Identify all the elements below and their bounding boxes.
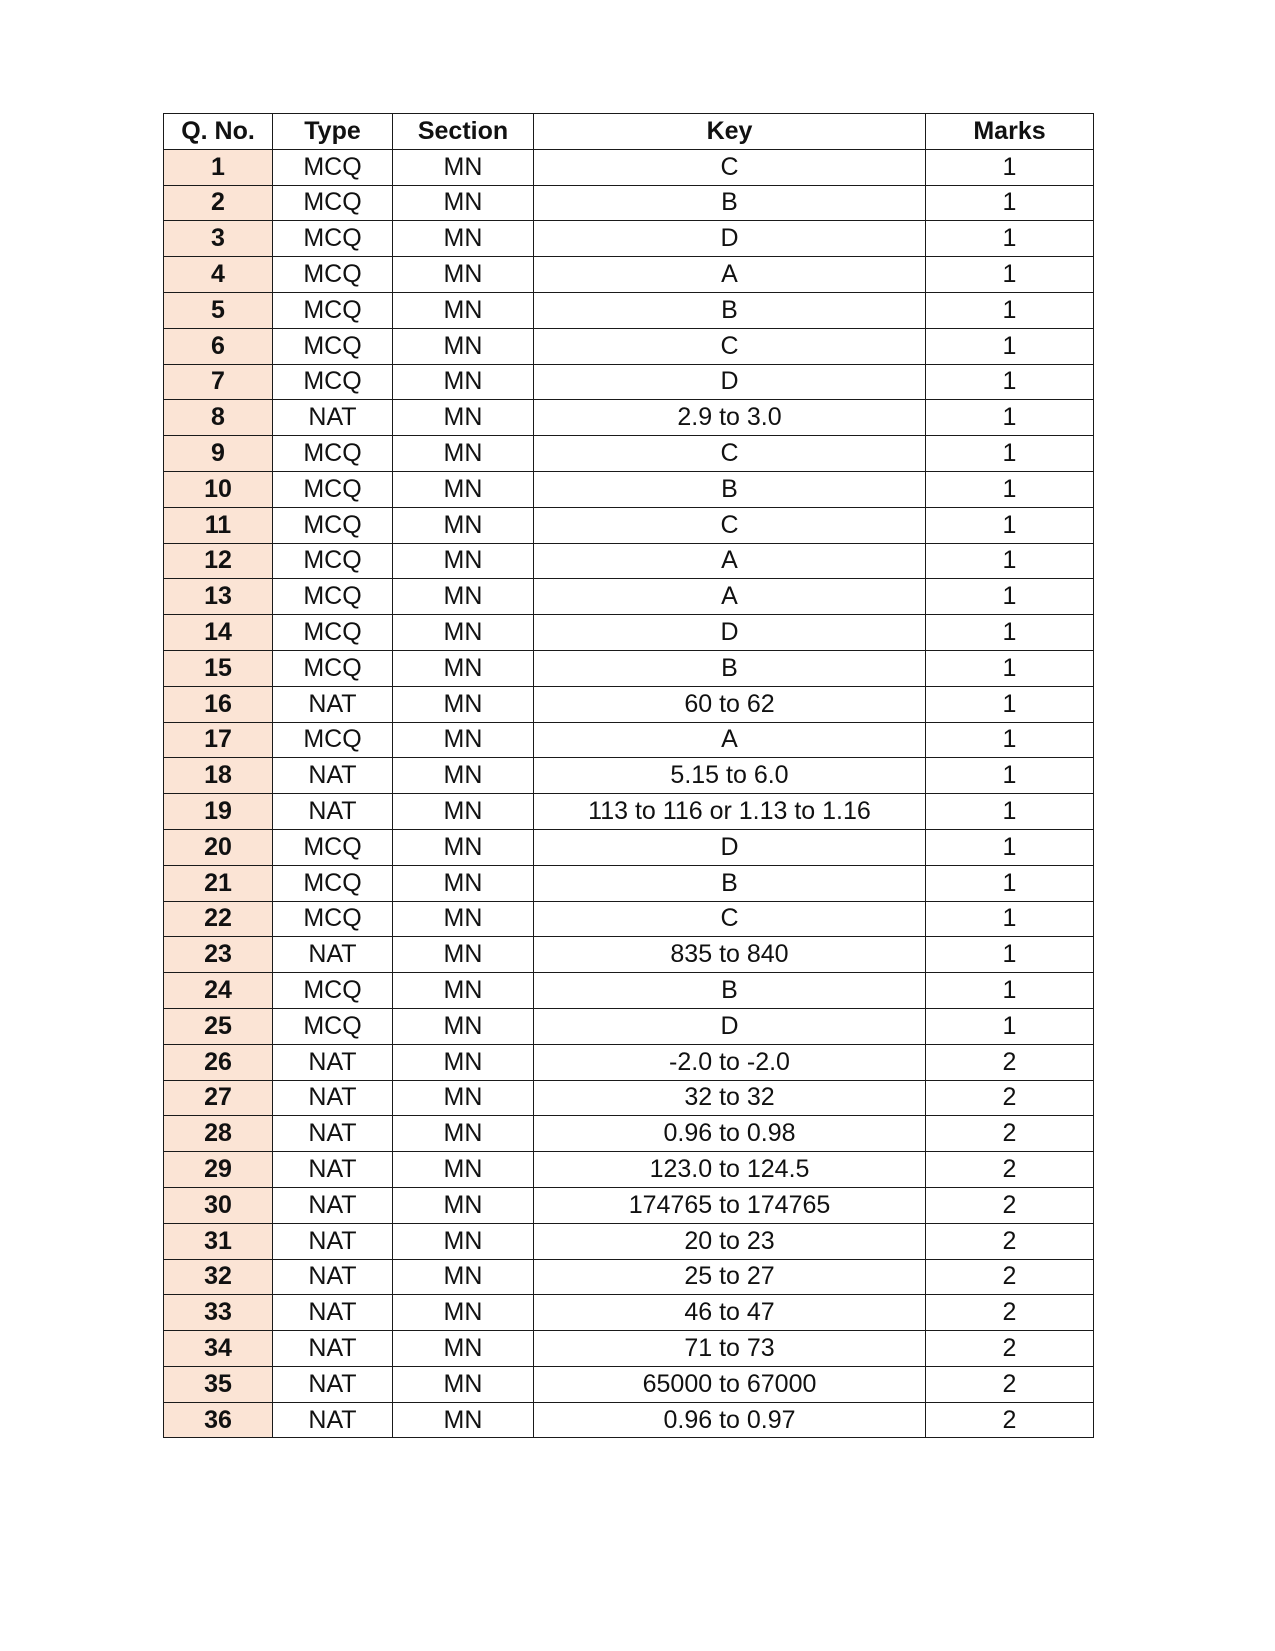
cell-type: NAT bbox=[273, 1187, 393, 1223]
cell-key: 25 to 27 bbox=[534, 1259, 926, 1295]
cell-qno: 2 bbox=[164, 185, 273, 221]
cell-type: NAT bbox=[273, 1152, 393, 1188]
cell-qno: 22 bbox=[164, 901, 273, 937]
cell-marks: 1 bbox=[926, 471, 1094, 507]
cell-marks: 2 bbox=[926, 1044, 1094, 1080]
cell-key: A bbox=[534, 722, 926, 758]
cell-type: NAT bbox=[273, 1402, 393, 1438]
cell-section: MN bbox=[393, 1331, 534, 1367]
cell-key: C bbox=[534, 901, 926, 937]
cell-key: C bbox=[534, 328, 926, 364]
cell-type: NAT bbox=[273, 1080, 393, 1116]
cell-marks: 1 bbox=[926, 973, 1094, 1009]
table-row bbox=[164, 1259, 1094, 1295]
cell-section: MN bbox=[393, 1259, 534, 1295]
cell-qno: 12 bbox=[164, 543, 273, 579]
cell-section: MN bbox=[393, 829, 534, 865]
cell-marks: 2 bbox=[926, 1116, 1094, 1152]
cell-marks: 1 bbox=[926, 937, 1094, 973]
table-row bbox=[164, 221, 1094, 257]
cell-section: MN bbox=[393, 615, 534, 651]
cell-qno: 18 bbox=[164, 758, 273, 794]
table-header bbox=[164, 114, 1094, 150]
cell-marks: 1 bbox=[926, 722, 1094, 758]
cell-section: MN bbox=[393, 865, 534, 901]
cell-type: MCQ bbox=[273, 292, 393, 328]
cell-key: B bbox=[534, 471, 926, 507]
cell-type: NAT bbox=[273, 1044, 393, 1080]
cell-section: MN bbox=[393, 471, 534, 507]
cell-qno: 23 bbox=[164, 937, 273, 973]
cell-section: MN bbox=[393, 507, 534, 543]
table-row bbox=[164, 865, 1094, 901]
cell-key: 2.9 to 3.0 bbox=[534, 400, 926, 436]
cell-type: MCQ bbox=[273, 901, 393, 937]
cell-qno: 11 bbox=[164, 507, 273, 543]
cell-key: A bbox=[534, 579, 926, 615]
cell-qno: 20 bbox=[164, 829, 273, 865]
cell-type: NAT bbox=[273, 1366, 393, 1402]
table-row bbox=[164, 650, 1094, 686]
cell-qno: 21 bbox=[164, 865, 273, 901]
cell-section: MN bbox=[393, 937, 534, 973]
cell-type: MCQ bbox=[273, 221, 393, 257]
cell-section: MN bbox=[393, 1116, 534, 1152]
table-row bbox=[164, 901, 1094, 937]
cell-key: B bbox=[534, 292, 926, 328]
table-row bbox=[164, 686, 1094, 722]
cell-type: MCQ bbox=[273, 507, 393, 543]
cell-section: MN bbox=[393, 221, 534, 257]
cell-type: NAT bbox=[273, 937, 393, 973]
cell-type: NAT bbox=[273, 400, 393, 436]
cell-key: 20 to 23 bbox=[534, 1223, 926, 1259]
cell-marks: 1 bbox=[926, 149, 1094, 185]
cell-qno: 9 bbox=[164, 436, 273, 472]
cell-qno: 25 bbox=[164, 1008, 273, 1044]
cell-key: B bbox=[534, 185, 926, 221]
table-row bbox=[164, 1295, 1094, 1331]
cell-key: 65000 to 67000 bbox=[534, 1366, 926, 1402]
cell-key: 835 to 840 bbox=[534, 937, 926, 973]
cell-section: MN bbox=[393, 901, 534, 937]
cell-type: NAT bbox=[273, 794, 393, 830]
cell-qno: 26 bbox=[164, 1044, 273, 1080]
cell-type: MCQ bbox=[273, 436, 393, 472]
cell-qno: 34 bbox=[164, 1331, 273, 1367]
cell-marks: 2 bbox=[926, 1187, 1094, 1223]
table-row bbox=[164, 328, 1094, 364]
cell-marks: 1 bbox=[926, 686, 1094, 722]
cell-marks: 1 bbox=[926, 829, 1094, 865]
cell-section: MN bbox=[393, 1295, 534, 1331]
cell-qno: 16 bbox=[164, 686, 273, 722]
cell-type: MCQ bbox=[273, 973, 393, 1009]
cell-key: A bbox=[534, 257, 926, 293]
cell-marks: 1 bbox=[926, 185, 1094, 221]
table-row bbox=[164, 615, 1094, 651]
cell-type: NAT bbox=[273, 686, 393, 722]
cell-type: NAT bbox=[273, 758, 393, 794]
cell-section: MN bbox=[393, 650, 534, 686]
table-row bbox=[164, 1152, 1094, 1188]
cell-key: 46 to 47 bbox=[534, 1295, 926, 1331]
table-row bbox=[164, 507, 1094, 543]
table-row bbox=[164, 1008, 1094, 1044]
cell-section: MN bbox=[393, 185, 534, 221]
table-row bbox=[164, 1187, 1094, 1223]
cell-marks: 1 bbox=[926, 650, 1094, 686]
cell-key: D bbox=[534, 615, 926, 651]
cell-type: NAT bbox=[273, 1223, 393, 1259]
table-row bbox=[164, 973, 1094, 1009]
table-row bbox=[164, 1223, 1094, 1259]
cell-marks: 1 bbox=[926, 758, 1094, 794]
cell-marks: 1 bbox=[926, 364, 1094, 400]
answer-key-table bbox=[163, 113, 1094, 1438]
cell-key: D bbox=[534, 1008, 926, 1044]
cell-qno: 28 bbox=[164, 1116, 273, 1152]
cell-marks: 2 bbox=[926, 1259, 1094, 1295]
cell-qno: 15 bbox=[164, 650, 273, 686]
cell-key: 123.0 to 124.5 bbox=[534, 1152, 926, 1188]
cell-key: C bbox=[534, 149, 926, 185]
cell-key: 0.96 to 0.98 bbox=[534, 1116, 926, 1152]
cell-qno: 8 bbox=[164, 400, 273, 436]
cell-key: 32 to 32 bbox=[534, 1080, 926, 1116]
cell-qno: 33 bbox=[164, 1295, 273, 1331]
cell-qno: 35 bbox=[164, 1366, 273, 1402]
cell-key: 60 to 62 bbox=[534, 686, 926, 722]
cell-section: MN bbox=[393, 722, 534, 758]
cell-type: NAT bbox=[273, 1116, 393, 1152]
cell-key: C bbox=[534, 436, 926, 472]
cell-qno: 13 bbox=[164, 579, 273, 615]
cell-type: MCQ bbox=[273, 149, 393, 185]
table-row bbox=[164, 1116, 1094, 1152]
cell-key: D bbox=[534, 221, 926, 257]
table-row bbox=[164, 1080, 1094, 1116]
cell-qno: 30 bbox=[164, 1187, 273, 1223]
cell-section: MN bbox=[393, 257, 534, 293]
cell-section: MN bbox=[393, 1223, 534, 1259]
cell-qno: 3 bbox=[164, 221, 273, 257]
cell-qno: 36 bbox=[164, 1402, 273, 1438]
cell-section: MN bbox=[393, 1008, 534, 1044]
table-row bbox=[164, 1331, 1094, 1367]
cell-key: A bbox=[534, 543, 926, 579]
table-row bbox=[164, 149, 1094, 185]
table-row bbox=[164, 436, 1094, 472]
table-body bbox=[164, 149, 1094, 1438]
cell-qno: 14 bbox=[164, 615, 273, 651]
cell-marks: 1 bbox=[926, 615, 1094, 651]
table-row bbox=[164, 1366, 1094, 1402]
cell-type: MCQ bbox=[273, 257, 393, 293]
cell-marks: 1 bbox=[926, 865, 1094, 901]
cell-key: 71 to 73 bbox=[534, 1331, 926, 1367]
cell-marks: 1 bbox=[926, 436, 1094, 472]
cell-type: MCQ bbox=[273, 865, 393, 901]
cell-qno: 32 bbox=[164, 1259, 273, 1295]
cell-marks: 1 bbox=[926, 292, 1094, 328]
cell-section: MN bbox=[393, 1152, 534, 1188]
table-row bbox=[164, 185, 1094, 221]
cell-qno: 29 bbox=[164, 1152, 273, 1188]
cell-marks: 1 bbox=[926, 507, 1094, 543]
cell-type: MCQ bbox=[273, 722, 393, 758]
cell-section: MN bbox=[393, 1080, 534, 1116]
cell-section: MN bbox=[393, 400, 534, 436]
cell-marks: 1 bbox=[926, 328, 1094, 364]
cell-section: MN bbox=[393, 758, 534, 794]
header-qno: Q. No. bbox=[164, 114, 273, 150]
cell-key: 5.15 to 6.0 bbox=[534, 758, 926, 794]
cell-key: D bbox=[534, 364, 926, 400]
cell-qno: 27 bbox=[164, 1080, 273, 1116]
cell-section: MN bbox=[393, 1402, 534, 1438]
cell-section: MN bbox=[393, 1187, 534, 1223]
cell-marks: 2 bbox=[926, 1402, 1094, 1438]
table-row bbox=[164, 400, 1094, 436]
table-row bbox=[164, 758, 1094, 794]
cell-marks: 2 bbox=[926, 1080, 1094, 1116]
cell-key: 0.96 to 0.97 bbox=[534, 1402, 926, 1438]
header-key: Key bbox=[534, 114, 926, 150]
cell-qno: 4 bbox=[164, 257, 273, 293]
header-type: Type bbox=[273, 114, 393, 150]
cell-section: MN bbox=[393, 328, 534, 364]
cell-key: 174765 to 174765 bbox=[534, 1187, 926, 1223]
cell-qno: 7 bbox=[164, 364, 273, 400]
table-row bbox=[164, 471, 1094, 507]
cell-key: C bbox=[534, 507, 926, 543]
table-row bbox=[164, 794, 1094, 830]
cell-section: MN bbox=[393, 364, 534, 400]
table-row bbox=[164, 937, 1094, 973]
cell-type: MCQ bbox=[273, 543, 393, 579]
cell-qno: 17 bbox=[164, 722, 273, 758]
table-row bbox=[164, 257, 1094, 293]
cell-marks: 2 bbox=[926, 1331, 1094, 1367]
cell-marks: 1 bbox=[926, 1008, 1094, 1044]
table-row bbox=[164, 292, 1094, 328]
table-row bbox=[164, 579, 1094, 615]
cell-section: MN bbox=[393, 436, 534, 472]
cell-type: MCQ bbox=[273, 471, 393, 507]
cell-section: MN bbox=[393, 686, 534, 722]
cell-qno: 1 bbox=[164, 149, 273, 185]
table-row bbox=[164, 1402, 1094, 1438]
cell-section: MN bbox=[393, 149, 534, 185]
cell-key: 113 to 116 or 1.13 to 1.16 bbox=[534, 794, 926, 830]
cell-key: B bbox=[534, 650, 926, 686]
cell-type: NAT bbox=[273, 1331, 393, 1367]
cell-key: D bbox=[534, 829, 926, 865]
cell-type: NAT bbox=[273, 1259, 393, 1295]
cell-marks: 2 bbox=[926, 1366, 1094, 1402]
cell-marks: 2 bbox=[926, 1152, 1094, 1188]
cell-marks: 1 bbox=[926, 901, 1094, 937]
table-row bbox=[164, 829, 1094, 865]
cell-qno: 10 bbox=[164, 471, 273, 507]
table-row bbox=[164, 543, 1094, 579]
table-row bbox=[164, 722, 1094, 758]
cell-marks: 1 bbox=[926, 221, 1094, 257]
cell-key: B bbox=[534, 973, 926, 1009]
cell-marks: 2 bbox=[926, 1295, 1094, 1331]
cell-type: MCQ bbox=[273, 185, 393, 221]
cell-section: MN bbox=[393, 973, 534, 1009]
cell-type: MCQ bbox=[273, 615, 393, 651]
cell-type: MCQ bbox=[273, 364, 393, 400]
table-row bbox=[164, 364, 1094, 400]
cell-qno: 5 bbox=[164, 292, 273, 328]
header-marks: Marks bbox=[926, 114, 1094, 150]
cell-marks: 1 bbox=[926, 579, 1094, 615]
cell-marks: 1 bbox=[926, 257, 1094, 293]
cell-qno: 24 bbox=[164, 973, 273, 1009]
cell-qno: 6 bbox=[164, 328, 273, 364]
header-row bbox=[164, 114, 1094, 150]
cell-marks: 1 bbox=[926, 794, 1094, 830]
cell-qno: 31 bbox=[164, 1223, 273, 1259]
cell-section: MN bbox=[393, 1366, 534, 1402]
cell-section: MN bbox=[393, 1044, 534, 1080]
cell-key: -2.0 to -2.0 bbox=[534, 1044, 926, 1080]
cell-marks: 1 bbox=[926, 543, 1094, 579]
cell-section: MN bbox=[393, 292, 534, 328]
cell-qno: 19 bbox=[164, 794, 273, 830]
cell-type: MCQ bbox=[273, 579, 393, 615]
cell-marks: 2 bbox=[926, 1223, 1094, 1259]
cell-key: B bbox=[534, 865, 926, 901]
table-row bbox=[164, 1044, 1094, 1080]
cell-type: MCQ bbox=[273, 829, 393, 865]
cell-section: MN bbox=[393, 794, 534, 830]
cell-marks: 1 bbox=[926, 400, 1094, 436]
cell-section: MN bbox=[393, 543, 534, 579]
cell-section: MN bbox=[393, 579, 534, 615]
header-section: Section bbox=[393, 114, 534, 150]
cell-type: MCQ bbox=[273, 650, 393, 686]
cell-type: NAT bbox=[273, 1295, 393, 1331]
cell-type: MCQ bbox=[273, 1008, 393, 1044]
cell-type: MCQ bbox=[273, 328, 393, 364]
